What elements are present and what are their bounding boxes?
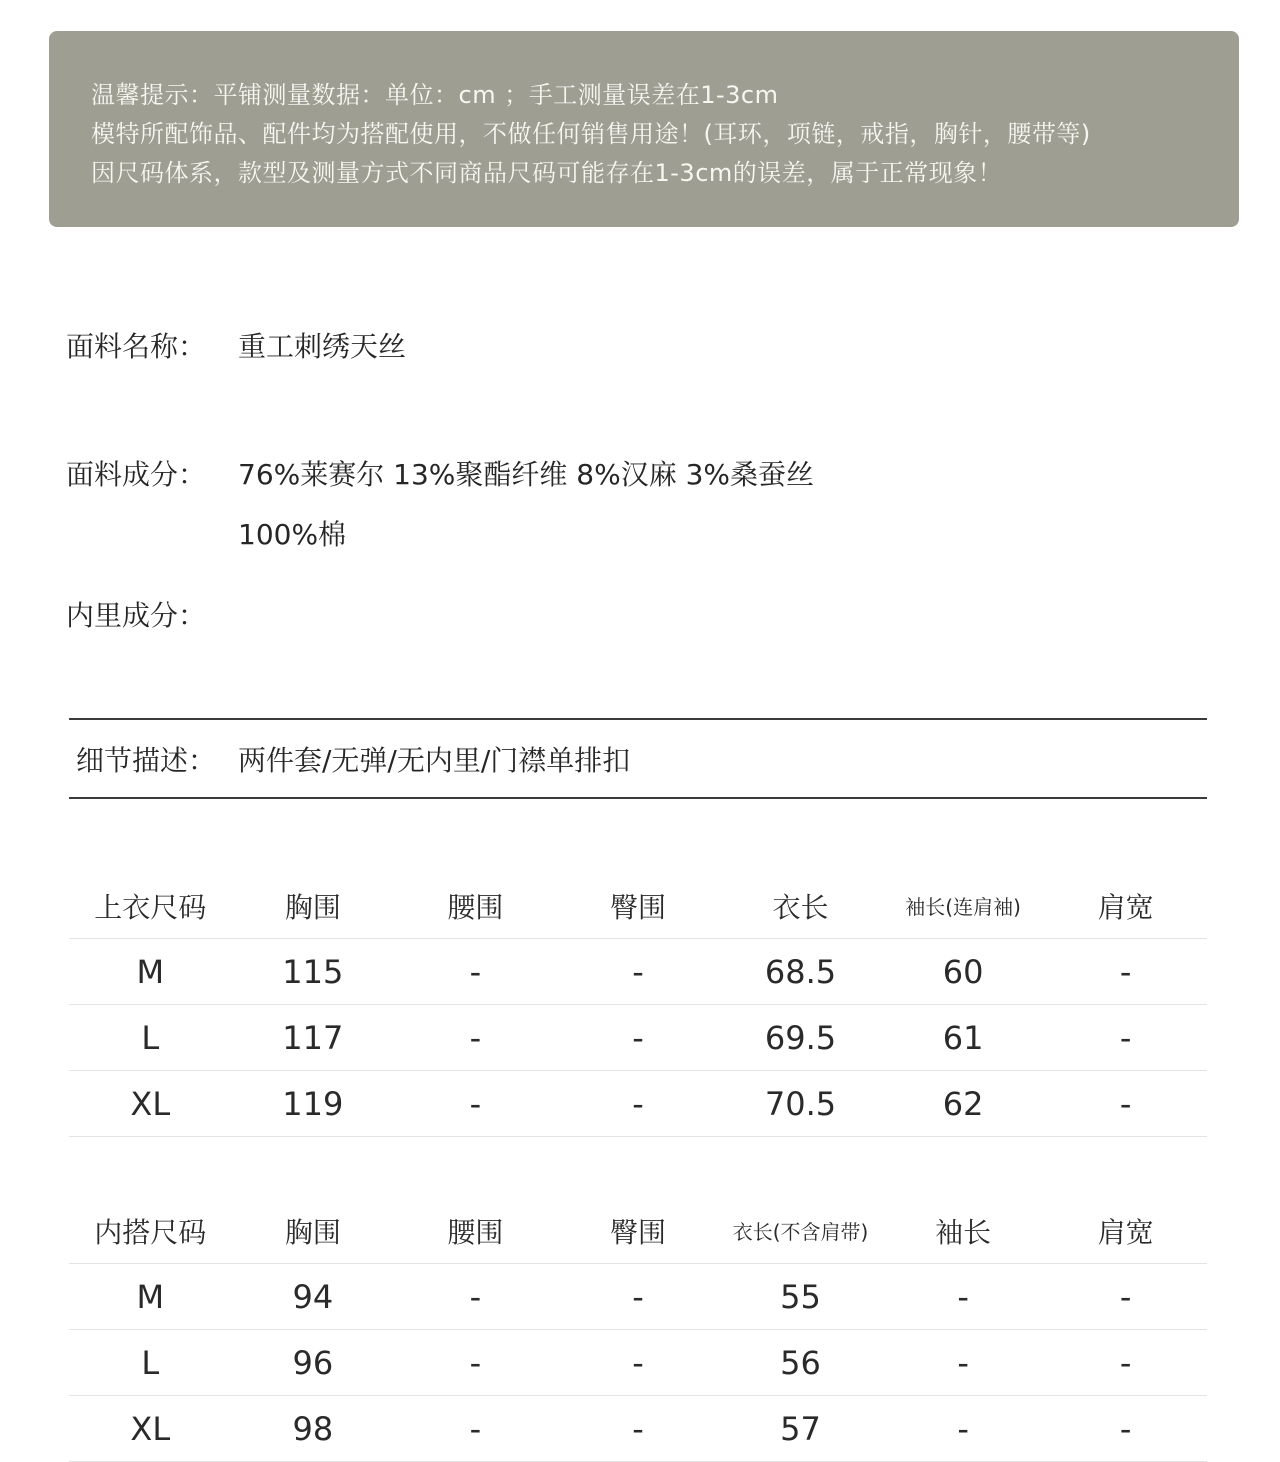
header-shoulder: 肩宽 — [1097, 890, 1154, 924]
header-shoulder: 肩宽 — [1097, 1215, 1154, 1249]
table-cell: 68.5 — [719, 939, 882, 1005]
table-cell: 96 — [232, 1330, 395, 1396]
table-cell: - — [394, 1330, 557, 1396]
notice-box — [49, 31, 1239, 227]
fabric-composition-label: 面料成分： — [66, 458, 207, 491]
header-hip: 臀围 — [609, 1215, 666, 1249]
fabric-composition-value: 100%棉 — [238, 518, 347, 551]
table-cell: 62 — [882, 1071, 1045, 1137]
table-cell: L — [69, 1330, 232, 1396]
header-bust: 胸围 — [284, 890, 341, 924]
table-cell: M — [69, 1264, 232, 1330]
table-cell: 69.5 — [719, 1005, 882, 1071]
header-length: 衣长 — [772, 890, 829, 924]
fabric-composition-value: 76%莱赛尔 13%聚酯纤维 8%汉麻 3%桑蚕丝 — [238, 458, 815, 491]
fabric-name-value: 重工刺绣天丝 — [238, 330, 407, 363]
header-waist: 腰围 — [447, 1215, 504, 1249]
header-bust: 胸围 — [284, 1215, 341, 1249]
table-row — [69, 1264, 1207, 1330]
table-row — [69, 1005, 1207, 1071]
table-cell: XL — [69, 1396, 232, 1462]
table-cell: - — [882, 1264, 1045, 1330]
table-cell: - — [557, 1396, 720, 1462]
header-length: 衣长(不含肩带) — [732, 1220, 869, 1244]
table-cell: - — [394, 1264, 557, 1330]
table-cell: - — [394, 1071, 557, 1137]
table-cell: - — [1044, 939, 1207, 1005]
table-cell: 57 — [719, 1396, 882, 1462]
table-cell: - — [557, 1330, 720, 1396]
header-waist: 腰围 — [447, 890, 504, 924]
table-cell: - — [882, 1396, 1045, 1462]
table-cell: 94 — [232, 1264, 395, 1330]
top-size-table — [69, 873, 1207, 1137]
table-cell: - — [882, 1330, 1045, 1396]
table-cell: - — [557, 939, 720, 1005]
table-row — [69, 1396, 1207, 1462]
detail-label: 细节描述： — [76, 744, 217, 777]
table-cell: XL — [69, 1071, 232, 1137]
table-row — [69, 1330, 1207, 1396]
header-hip: 臀围 — [609, 890, 666, 924]
notice-line: 模特所配饰品、配件均为搭配使用，不做任何销售用途！(耳环，项链，戒指，胸针，腰带等) — [91, 120, 1091, 148]
table-cell: M — [69, 939, 232, 1005]
table-cell: 70.5 — [719, 1071, 882, 1137]
table-cell: 55 — [719, 1264, 882, 1330]
table-cell: L — [69, 1005, 232, 1071]
table-cell: - — [1044, 1264, 1207, 1330]
table-cell: - — [1044, 1330, 1207, 1396]
notice-line: 因尺码体系，款型及测量方式不同商品尺码可能存在1-3cm的误差，属于正常现象！ — [91, 159, 1003, 187]
fabric-name-label: 面料名称： — [66, 330, 207, 363]
table-cell: 56 — [719, 1330, 882, 1396]
table-cell: - — [557, 1264, 720, 1330]
header-sleeve: 袖长 — [935, 1215, 992, 1249]
table-cell: - — [1044, 1005, 1207, 1071]
lining-label: 内里成分： — [66, 599, 207, 632]
table-cell: 119 — [232, 1071, 395, 1137]
table-cell: - — [1044, 1071, 1207, 1137]
table-cell: 117 — [232, 1005, 395, 1071]
table-header-row — [69, 873, 1207, 939]
table-cell: - — [1044, 1396, 1207, 1462]
divider — [69, 797, 1207, 799]
header-size: 上衣尺码 — [94, 890, 207, 924]
table-cell: 98 — [232, 1396, 395, 1462]
divider — [69, 718, 1207, 720]
header-size: 内搭尺码 — [94, 1215, 207, 1249]
table-cell: 60 — [882, 939, 1045, 1005]
detail-value: 两件套/无弹/无内里/门襟单排扣 — [238, 744, 631, 777]
table-cell: - — [557, 1071, 720, 1137]
header-sleeve: 袖长(连肩袖) — [905, 895, 1021, 919]
table-header-row — [69, 1198, 1207, 1264]
table-cell: 115 — [232, 939, 395, 1005]
table-cell: - — [394, 1005, 557, 1071]
notice-line: 温馨提示：平铺测量数据：单位：cm ；手工测量误差在1-3cm — [91, 81, 779, 109]
table-cell: - — [557, 1005, 720, 1071]
inner-size-table — [69, 1198, 1207, 1462]
table-cell: 61 — [882, 1005, 1045, 1071]
table-cell: - — [394, 939, 557, 1005]
table-cell: - — [394, 1396, 557, 1462]
table-row — [69, 939, 1207, 1005]
table-row — [69, 1071, 1207, 1137]
